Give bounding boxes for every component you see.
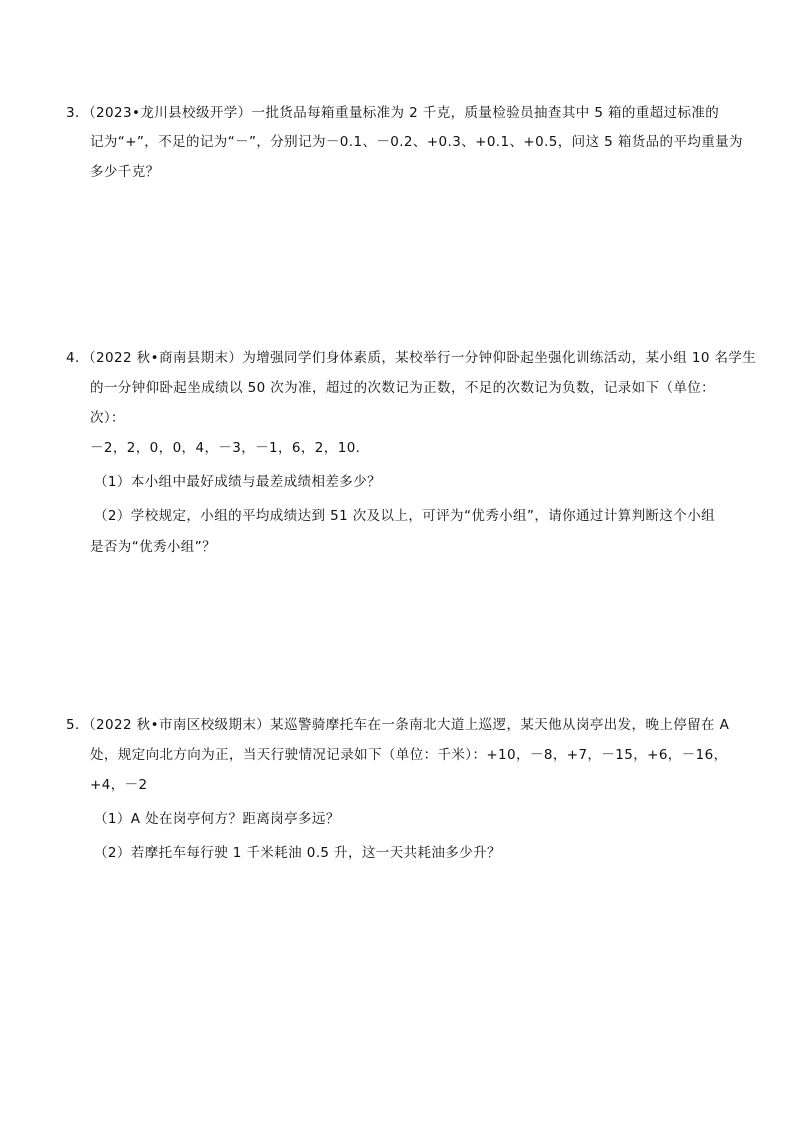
problem-4-data-line: －2，2，0，0，4，－3，－1，6，2，10． bbox=[90, 440, 370, 456]
problem-4-question-2-cont: 是否为“优秀小组”？ bbox=[90, 539, 216, 555]
problem-5-line-3: +4，－2 bbox=[90, 777, 148, 793]
problem-3-line-3: 多少千克？ bbox=[90, 164, 160, 180]
problem-3-line-2: 记为“+”，不足的记为“－”，分别记为－0.1、－0.2、+0.3、+0.1、+0.5，问这 5 箱货品的平均重量为 bbox=[90, 134, 743, 150]
problem-4-line-1: 4．（2022 秋•商南县期末）为增强同学们身体素质，某校举行一分钟仰卧起坐强化训练活动，某小组 10 名学生 bbox=[66, 350, 757, 366]
problem-4-line-2: 的一分钟仰卧起坐成绩以 50 次为准，超过的次数记为正数，不足的次数记为负数，记录如下（单位： bbox=[90, 380, 716, 396]
problem-5-question-1: （1）A 处在岗亭何方？距离岗亭多远？ bbox=[94, 811, 340, 827]
problem-4-question-1: （1）本小组中最好成绩与最差成绩相差多少？ bbox=[94, 474, 381, 490]
problem-5-line-1: 5．（2022 秋•市南区校级期末）某巡警骑摩托车在一条南北大道上巡逻，某天他从岗亭出发，晚上停留在 A bbox=[66, 717, 730, 733]
problem-5-question-2: （2）若摩托车每行驶 1 千米耗油 0.5 升，这一天共耗油多少升？ bbox=[94, 845, 501, 861]
problem-3-line-1: 3．（2023•龙川县校级开学）一批货品每箱重量标准为 2 千克，质量检验员抽查其中 5 箱的重超过标准的 bbox=[66, 105, 720, 121]
problem-5-line-2: 处，规定向北方向为正，当天行驶情况记录如下（单位：千米）：+10，－8，+7，－15，+6，－16， bbox=[90, 747, 728, 763]
problem-4-line-3: 次）： bbox=[90, 410, 125, 426]
problem-4-question-2: （2）学校规定，小组的平均成绩达到 51 次及以上，可评为“优秀小组”，请你通过计算判断这个小组 bbox=[94, 508, 716, 524]
